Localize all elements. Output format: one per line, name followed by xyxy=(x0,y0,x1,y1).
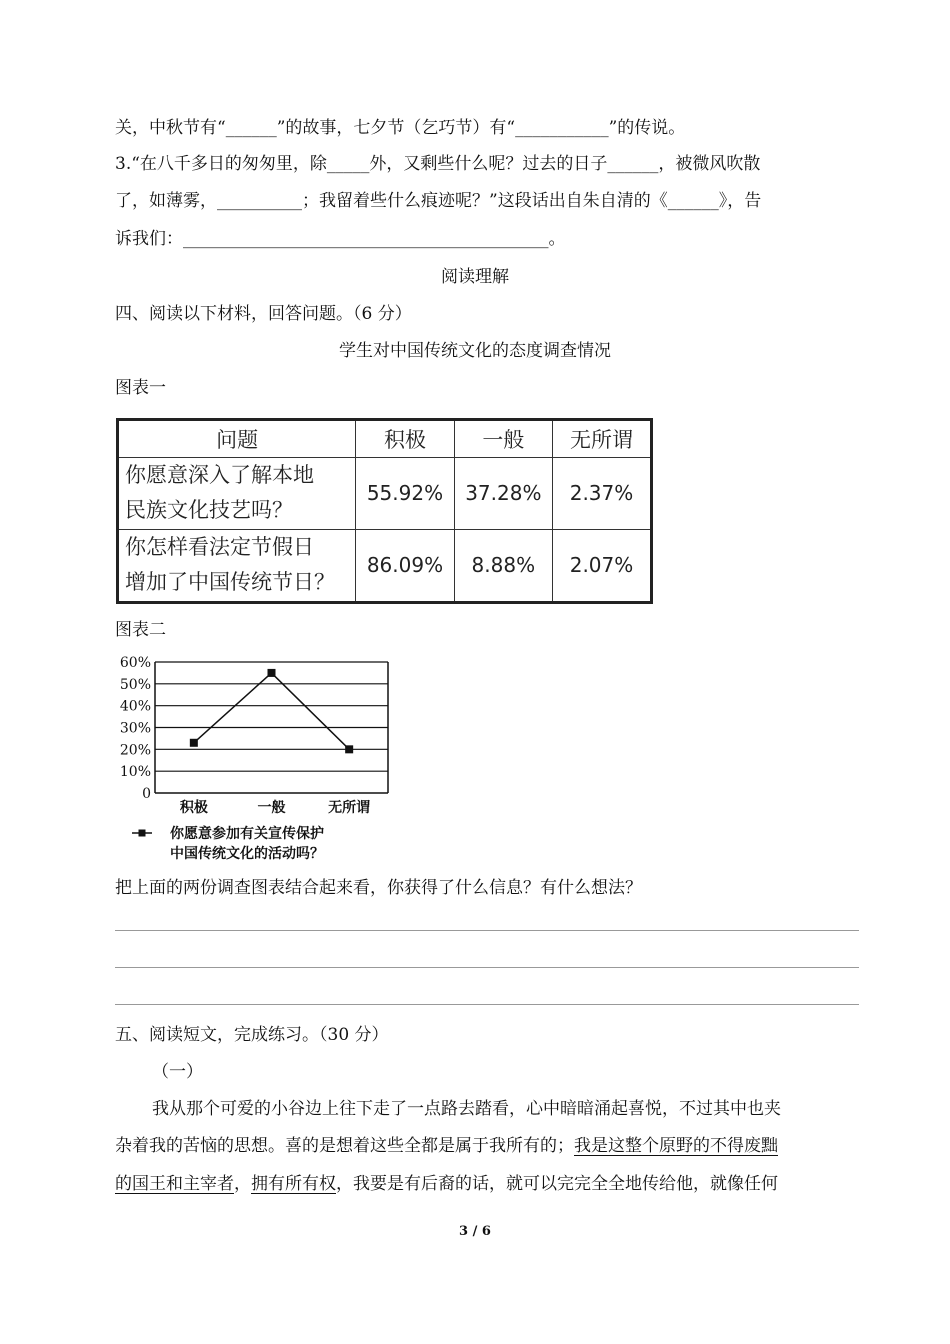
survey-title: 学生对中国传统文化的态度调查情况 xyxy=(339,341,611,361)
table-cell: 2.37% xyxy=(553,458,652,530)
question-text: 民族文化技艺吗？ xyxy=(125,498,293,523)
y-tick-label: 30% xyxy=(119,720,151,737)
data-point xyxy=(345,745,353,753)
table-cell: 37.28% xyxy=(454,458,552,530)
paragraph-text: ，我要是有后裔的话，就可以完完全全地传给他，就像任何 xyxy=(336,1174,778,1194)
table-cell: 55.92% xyxy=(356,458,454,530)
x-tick-label: 无所谓 xyxy=(328,800,371,816)
legend-marker xyxy=(139,830,146,837)
table-header-row xyxy=(118,420,652,458)
paragraph-line xyxy=(115,1136,778,1156)
question-text: 你愿意深入了解本地 xyxy=(125,463,314,488)
table-row xyxy=(118,458,652,530)
table-label: 图表一 xyxy=(115,378,166,398)
answer-line xyxy=(115,930,859,931)
y-tick-label: 10% xyxy=(119,764,151,781)
line-chart xyxy=(112,652,402,864)
text-line: 了，如薄雾，__________；我留着些什么痕迹呢？”这段话出自朱自清的《______》，告 xyxy=(115,191,762,211)
paragraph-line xyxy=(115,1174,778,1194)
x-tick-label: 一般 xyxy=(257,800,286,816)
paragraph-line: 我从那个可爱的小谷边上往下走了一点路去踏看，心中暗暗涌起喜悦，不过其中也夹 xyxy=(152,1099,781,1119)
question-title: 四、阅读以下材料，回答问题。（6 分） xyxy=(115,304,412,324)
question-text: 你怎样看法定节假日 xyxy=(125,535,314,560)
x-tick-label: 积极 xyxy=(179,800,208,816)
legend-text: 中国传统文化的活动吗？ xyxy=(170,846,324,862)
table-header: 一般 xyxy=(454,420,552,458)
part-label: （一） xyxy=(152,1062,203,1082)
table-cell: 8.88% xyxy=(454,529,552,602)
table-header: 无所谓 xyxy=(553,420,652,458)
y-axis-labels xyxy=(120,655,151,802)
underlined-text: 拥有所有权 xyxy=(251,1174,336,1194)
question-text: 增加了中国传统节日？ xyxy=(125,570,335,595)
text-line: 诉我们：___________________________________________。 xyxy=(115,229,566,249)
answer-line xyxy=(115,967,859,968)
data-point xyxy=(268,669,276,677)
data-point xyxy=(190,739,198,747)
underlined-text: 我是这整个原野的不得废黜 xyxy=(574,1136,778,1156)
table-header: 问题 xyxy=(118,420,356,458)
text-line: 关，中秋节有“______”的故事，七夕节（乞巧节）有“___________”的传说。 xyxy=(115,118,686,138)
table-cell: 86.09% xyxy=(356,529,454,602)
y-tick-label: 50% xyxy=(119,676,151,693)
chart-grid xyxy=(155,662,388,793)
question-title: 五、阅读短文，完成练习。（30 分） xyxy=(115,1025,389,1045)
chart-series xyxy=(190,669,353,753)
paragraph-text: ， xyxy=(234,1174,251,1194)
y-tick-label: 0 xyxy=(142,786,151,802)
y-tick-label: 40% xyxy=(119,698,151,715)
table-row xyxy=(118,529,652,602)
chart-legend xyxy=(132,825,324,862)
table-cell-question xyxy=(118,529,356,602)
underlined-text: 的国王和主宰者 xyxy=(115,1174,234,1194)
text-line: 3.“在八千多日的匆匆里，除_____外，又剩些什么呢？过去的日子______，被微风吹散 xyxy=(115,154,761,174)
table-cell: 2.07% xyxy=(553,529,652,602)
answer-line xyxy=(115,1004,859,1005)
paragraph-text: 杂着我的苦恼的思想。喜的是想着这些全都是属于我所有的； xyxy=(115,1136,574,1156)
legend-text: 你愿意参加有关宣传保护 xyxy=(170,826,324,842)
y-tick-label: 60% xyxy=(119,655,151,671)
section-heading: 阅读理解 xyxy=(441,267,509,287)
question-text: 把上面的两份调查图表结合起来看，你获得了什么信息？有什么想法？ xyxy=(115,878,642,898)
chart-label: 图表二 xyxy=(115,620,166,640)
x-axis-labels xyxy=(180,799,370,816)
survey-table xyxy=(116,418,653,604)
table-header: 积极 xyxy=(356,420,454,458)
y-tick-label: 20% xyxy=(119,742,151,759)
page-number: 3 / 6 xyxy=(459,1224,491,1239)
table-cell-question xyxy=(118,458,356,530)
